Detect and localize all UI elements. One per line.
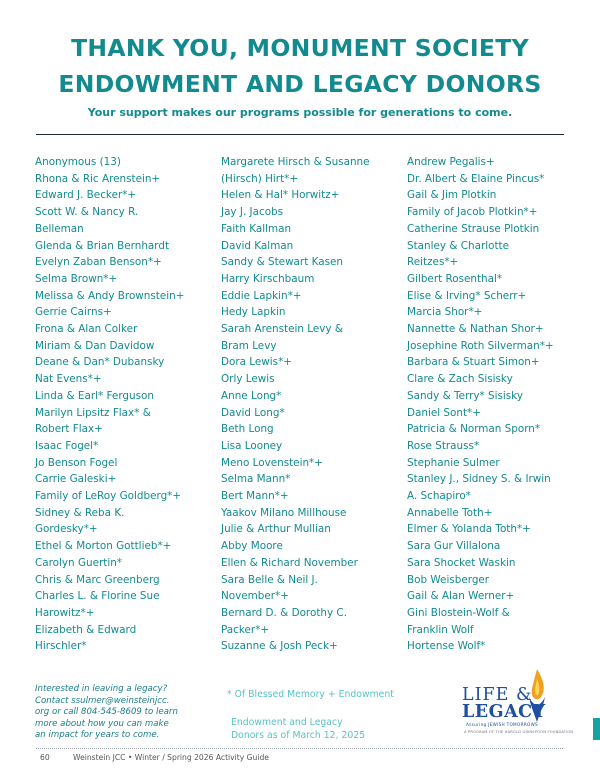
donor-name: Bob Weisberger [407,573,490,586]
donor-name: Julie & Arthur Mullian [221,523,331,536]
donor-name: Suzanne & Josh Peck+ [221,640,338,653]
donor-name: Elmer & Yolanda Toth*+ [407,523,531,536]
donor-name: Hirschler* [35,640,87,653]
donor-name: Gerrie Cairns+ [35,306,112,319]
footer-divider [36,748,563,749]
donor-name: Stanley J., Sidney S. & Irwin [407,473,551,486]
donor-name: Edward J. Becker*+ [35,189,137,202]
donor-name: Anonymous (13) [35,156,121,168]
donor-name: Miriam & Dan Davidow [35,339,155,352]
donor-name: Hedy Lapkin [221,306,286,319]
donor-name: Anne Long* [221,389,282,402]
donor-name: Bernard D. & Dorothy C. [221,606,347,619]
donor-name: Beth Long [221,423,274,436]
donor-name: Deane & Dan* Dubansky [35,356,165,369]
donor-name: Faith Kallman [221,222,292,235]
donor-name: Bert Mann*+ [221,490,289,503]
donor-name: Charles L. & Florine Sue [35,590,160,603]
donor-name: Packer*+ [221,623,270,636]
symbol-legend: * Of Blessed Memory + Endowment [227,689,394,700]
as-of-line: Endowment and Legacy [231,717,343,728]
donor-name: Sandy & Stewart Kasen [221,256,343,269]
logo-subtagline: A PROGRAM OF THE HAROLD GRINSPOON FOUNDATION [464,730,574,734]
donor-name: Orly Lewis [221,373,275,386]
donor-name: Jo Benson Fogel [35,456,118,469]
donor-name: Elise & Irving* Scherr+ [407,289,527,302]
legacy-note-line: Interested in leaving a legacy? [35,684,168,694]
donor-name: David Kalman [221,239,294,252]
donor-name: Helen & Hal* Horwitz+ [221,189,340,202]
donor-name: Sarah Arenstein Levy & [221,323,343,336]
donor-name: Family of LeRoy Goldberg*+ [35,490,182,503]
page-title [0,30,600,102]
donor-name: Sara Shocket Waskin [407,556,516,569]
donor-name: Daniel Sont*+ [407,406,481,419]
legacy-contact-note [35,684,215,742]
donor-name: Catherine Strause Plotkin [407,222,540,235]
donor-name: Carolyn Guertin* [35,556,122,569]
donor-name: Dr. Albert & Elaine Pincus* [407,172,545,185]
header-divider [36,134,564,135]
donor-name: David Long* [221,406,285,419]
page-number: 60 [40,753,50,762]
donor-name: Gilbert Rosenthal* [407,272,503,285]
legacy-note-line: Contact ssulmer@weinsteinjcc. [35,695,170,706]
donor-name: Marcia Shor*+ [407,306,483,319]
donor-name: Dora Lewis*+ [221,356,292,369]
donor-name: Harry Kirschbaum [221,272,315,285]
donor-name: Family of Jacob Plotkin*+ [407,206,538,219]
donor-name: Belleman [35,222,84,235]
donor-name: November*+ [221,590,289,603]
donor-name: Reitzes*+ [407,256,459,269]
donor-name: Sidney & Reba K. [35,506,125,519]
donor-name: Nat Evens*+ [35,373,102,386]
donor-name: Frona & Alan Colker [35,323,138,336]
donor-name: Glenda & Brian Bernhardt [35,239,170,252]
donor-name: Carrie Galeski+ [35,473,117,486]
donor-name: Hortense Wolf* [407,640,486,653]
donor-name: Jay J. Jacobs [221,206,284,219]
donor-name: Andrew Pegalis+ [407,156,495,168]
donor-name: Bram Levy [221,339,277,352]
donor-name: Elizabeth & Edward [35,623,137,636]
donor-name: Sara Gur Villalona [407,540,501,553]
donor-name: Franklin Wolf [407,623,474,636]
donors-as-of-note [231,717,365,742]
donor-name: Stephanie Sulmer [407,456,500,469]
donor-name: Patricia & Norman Sporn* [407,423,541,436]
donor-name: Josephine Roth Silverman*+ [407,339,554,352]
donor-name: Rose Strauss* [407,439,480,452]
donor-name: Barbara & Stuart Simon+ [407,356,540,369]
donor-name: Lisa Looney [221,439,283,452]
donor-name: Nannette & Nathan Shor+ [407,323,544,336]
donor-name: Marilyn Lipsitz Flax* & [35,406,151,419]
logo-line-2: LEGACY [462,702,546,722]
donor-name: Selma Brown*+ [35,272,118,285]
donor-name: Chris & Marc Greenberg [35,573,160,586]
donor-name: Annabelle Toth+ [407,506,493,519]
donor-name: Gordesky*+ [35,523,98,536]
as-of-line: Donors as of March 12, 2025 [231,729,366,741]
donor-name: (Hirsch) Hirt*+ [221,172,299,185]
title-line-1: THANK YOU, MONUMENT SOCIETY [71,34,529,62]
footer-publication: Weinstein JCC • Winter / Spring 2026 Activity Guide [73,753,269,762]
legacy-note-line: more about how you can make [35,718,169,729]
donor-name: Clare & Zach Sisisky [407,373,513,386]
donor-name: Evelyn Zaban Benson*+ [35,256,162,269]
donor-name: Isaac Fogel* [35,439,99,452]
donor-name: Sara Belle & Neil J. [221,573,318,586]
donor-name: Gail & Alan Werner+ [407,590,515,603]
page-subtitle: Your support makes our programs possible for generations to come. [87,106,513,119]
donor-name: Ellen & Richard November [221,556,358,569]
donor-column-2 [221,154,406,655]
donor-name: Ethel & Morton Gottlieb*+ [35,540,172,553]
donor-name: Meno Lovenstein*+ [221,456,323,469]
donor-name: A. Schapiro* [407,490,471,503]
life-and-legacy-logo [462,667,574,739]
donor-name: Yaakov Milano Millhouse [221,506,347,519]
donor-name: Abby Moore [221,540,283,553]
donor-name: Robert Flax+ [35,423,103,436]
donor-name: Gail & Jim Plotkin [407,189,497,202]
donor-name: Margarete Hirsch & Susanne [221,156,370,168]
page-edge-tab [593,718,600,740]
legacy-note-line: an impact for years to come. [35,730,160,740]
donor-name: Eddie Lapkin*+ [221,289,302,302]
donor-name: Selma Mann* [221,473,291,486]
donor-name: Linda & Earl* Ferguson [35,389,154,402]
donor-name: Gini Blostein-Wolf & [407,606,510,619]
donor-name: Sandy & Terry* Sisisky [407,389,523,402]
logo-tagline: Assuring JEWISH TOMORROWS [466,722,538,727]
donor-name: Scott W. & Nancy R. [35,206,139,219]
donor-name: Rhona & Ric Arenstein+ [35,172,161,185]
legacy-note-line: org or call 804-545-8609 to learn [35,707,178,717]
donor-name: Melissa & Andy Brownstein+ [35,289,185,302]
logo-line-1: LIFE & [462,685,533,705]
donor-name: Harowitz*+ [35,606,95,619]
donor-column-1 [35,154,220,655]
title-line-2: ENDOWMENT AND LEGACY DONORS [58,70,542,98]
donor-column-3 [407,154,592,655]
donor-name: Stanley & Charlotte [407,239,510,252]
